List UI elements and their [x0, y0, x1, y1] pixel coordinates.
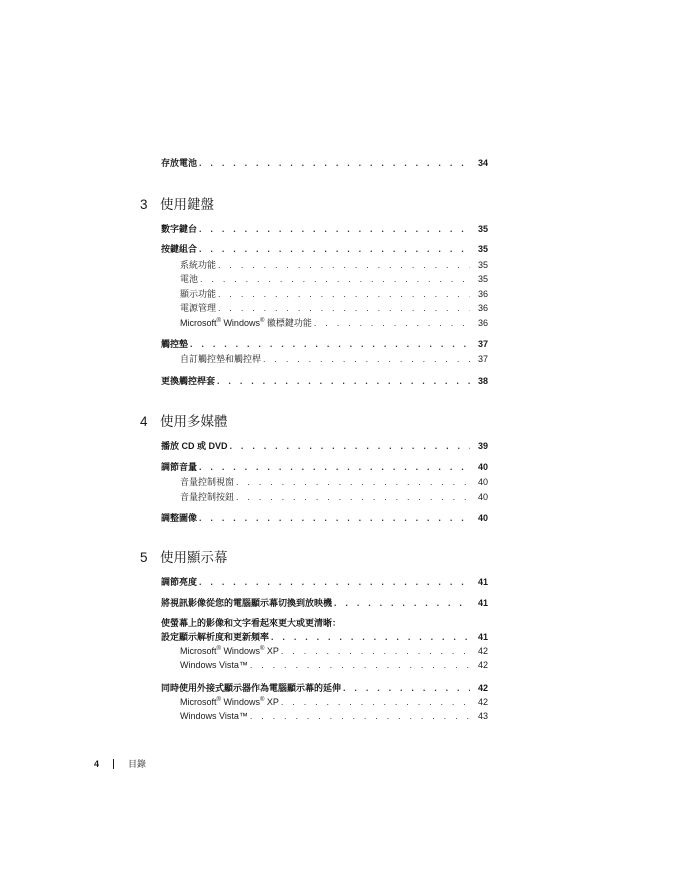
toc-subentry[interactable]	[180, 491, 488, 503]
toc-entry-page: 41	[477, 632, 488, 642]
toc-subentry-page: 36	[477, 289, 488, 299]
toc-subentry-page: 35	[477, 260, 488, 270]
toc-subentry-page: 42	[477, 697, 488, 707]
page-footer	[94, 758, 146, 770]
leader-dots	[236, 491, 470, 503]
toc-subentry-page: 40	[477, 492, 488, 502]
chapter-title: 使用多媒體	[160, 414, 228, 429]
toc-subentry-page: 40	[477, 477, 488, 487]
toc-subentry[interactable]	[180, 696, 488, 708]
leader-dots	[271, 631, 470, 643]
leader-dots	[343, 682, 470, 694]
toc-subentry[interactable]	[180, 317, 488, 329]
toc-subentry-label: Windows Vista™	[180, 660, 248, 670]
chapter-heading[interactable]	[140, 549, 228, 567]
toc-subentry-label: 電池	[180, 274, 199, 284]
toc-subentry-label: 電源管理	[180, 303, 217, 313]
leader-dots	[190, 338, 470, 350]
toc-subentry-label: 音量控制按鈕	[180, 492, 235, 502]
toc-entry[interactable]	[161, 157, 488, 169]
leader-dots	[250, 659, 470, 671]
toc-entry-page: 38	[477, 376, 488, 386]
toc-subentry[interactable]	[180, 710, 488, 722]
toc-subentry-page: 36	[477, 303, 488, 313]
toc-subentry-label: Windows Vista™	[180, 711, 248, 721]
toc-entry-label-line1: 使螢幕上的影像和文字看起來更大或更清晰：	[161, 618, 342, 628]
toc-subentry-page: 36	[477, 318, 488, 328]
toc-subentry[interactable]	[180, 476, 488, 488]
toc-subentry-page: 35	[477, 274, 488, 284]
leader-dots	[218, 288, 470, 300]
leader-dots	[199, 157, 470, 169]
leader-dots	[199, 223, 470, 235]
toc-entry-label: 播放 CD 或 DVD	[161, 441, 228, 451]
toc-entry-page: 39	[477, 441, 488, 451]
leader-dots	[281, 696, 470, 708]
toc-subentry-page: 37	[477, 354, 488, 364]
toc-entry-label: 調整圖像	[161, 513, 198, 523]
toc-entry[interactable]	[161, 223, 488, 235]
toc-entry[interactable]	[161, 440, 488, 452]
leader-dots	[200, 273, 470, 285]
footer-divider	[113, 759, 114, 769]
toc-entry[interactable]	[161, 338, 488, 350]
toc-entry-label: 按鍵組合	[161, 244, 198, 254]
chapter-number: 5	[140, 550, 148, 565]
toc-subentry-page: 43	[477, 711, 488, 721]
leader-dots	[199, 243, 470, 255]
toc-entry[interactable]	[161, 597, 488, 609]
toc-entry-page: 42	[477, 683, 488, 693]
leader-dots	[199, 461, 470, 473]
leader-dots	[218, 259, 470, 271]
toc-entry-page: 35	[477, 244, 488, 254]
toc-entry[interactable]	[161, 461, 488, 473]
toc-entry-label: 將視訊影像從您的電腦顯示幕切換到放映機	[161, 598, 333, 608]
toc-entry-label: 存放電池	[161, 158, 198, 168]
toc-entry-page: 41	[477, 598, 488, 608]
toc-entry[interactable]	[161, 243, 488, 255]
toc-entry-label: 同時使用外接式顯示器作為電腦顯示幕的延伸	[161, 683, 342, 693]
toc-entry-label: 設定顯示解析度和更新頻率	[161, 632, 270, 642]
toc-entry-label: 更換觸控桿套	[161, 376, 216, 386]
leader-dots	[314, 317, 470, 329]
leader-dots	[281, 645, 470, 657]
toc-entry-label: 調節亮度	[161, 577, 198, 587]
toc-subentry-page: 42	[477, 660, 488, 670]
toc-entry-page: 41	[477, 577, 488, 587]
toc-entry[interactable]	[161, 682, 488, 694]
toc-subentry[interactable]	[180, 645, 488, 657]
chapter-heading[interactable]	[140, 196, 214, 214]
toc-entry-label: 數字鍵台	[161, 224, 198, 234]
toc-subentry-label: Microsoft® Windows® XP	[180, 646, 279, 656]
toc-subentry-label: 自訂觸控墊和觸控桿	[180, 354, 262, 364]
toc-entry[interactable]	[161, 576, 488, 588]
toc-subentry[interactable]	[180, 659, 488, 671]
toc-entry-label: 調節音量	[161, 462, 198, 472]
toc-subentry-label: 系統功能	[180, 260, 217, 270]
leader-dots	[230, 440, 470, 452]
toc-entry-page: 40	[477, 462, 488, 472]
leader-dots	[218, 302, 470, 314]
leader-dots	[334, 597, 470, 609]
toc-subentry-label: Microsoft® Windows® 徽標鍵功能	[180, 318, 312, 328]
chapter-title: 使用顯示幕	[160, 550, 228, 565]
footer-page-number: 4	[94, 759, 100, 769]
footer-section-title: 目錄	[128, 759, 147, 769]
toc-subentry[interactable]	[180, 353, 488, 365]
toc-entry-page: 35	[477, 224, 488, 234]
leader-dots	[199, 512, 470, 524]
toc-subentry-page: 42	[477, 646, 488, 656]
toc-subentry-label: Microsoft® Windows® XP	[180, 697, 279, 707]
leader-dots	[217, 375, 470, 387]
toc-entry-label: 觸控墊	[161, 339, 189, 349]
toc-entry-page: 34	[477, 158, 488, 168]
toc-subentry[interactable]	[180, 259, 488, 271]
toc-subentry[interactable]	[180, 273, 488, 285]
toc-subentry[interactable]	[180, 288, 488, 300]
toc-subentry-label: 顯示功能	[180, 289, 217, 299]
toc-entry[interactable]	[161, 512, 488, 524]
leader-dots	[263, 353, 470, 365]
leader-dots	[199, 576, 470, 588]
chapter-number: 3	[140, 197, 148, 212]
chapter-title: 使用鍵盤	[160, 197, 214, 212]
toc-entry-page: 40	[477, 513, 488, 523]
toc-entry[interactable]	[161, 375, 488, 387]
chapter-number: 4	[140, 414, 148, 429]
toc-entry[interactable]	[161, 631, 488, 643]
chapter-heading[interactable]	[140, 413, 228, 431]
leader-dots	[250, 710, 470, 722]
toc-subentry[interactable]	[180, 302, 488, 314]
toc-entry-page: 37	[477, 339, 488, 349]
toc-subentry-label: 音量控制視窗	[180, 477, 235, 487]
leader-dots	[236, 476, 470, 488]
